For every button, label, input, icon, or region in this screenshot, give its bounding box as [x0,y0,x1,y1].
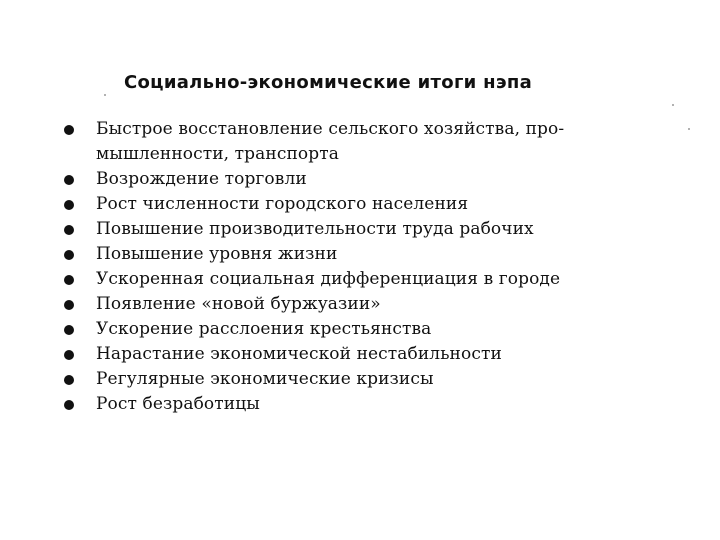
list-item-text: Рост численности городского населения [96,194,469,214]
bullet-icon [64,175,74,185]
list-item [62,242,692,267]
bullet-icon [64,225,74,235]
bullet-icon [64,200,74,210]
bullet-icon [64,350,74,360]
list-item-text: Повышение уровня жизни [96,244,338,264]
list-item-text: Регулярные экономические кризисы [96,369,434,389]
list-item-text: Ускорение расслоения крестьянства [96,319,432,339]
scan-speck [104,94,106,96]
list-item [62,117,692,167]
list-item-text: Появление «новой буржуазии» [96,294,381,314]
list-item [62,367,692,392]
bullet-icon [64,250,74,260]
list-item [62,317,692,342]
results-list [62,117,692,417]
list-item [62,217,692,242]
bullet-icon [64,400,74,410]
list-item [62,167,692,192]
list-item-text: Ускоренная социальная дифференциация в городе [96,269,561,289]
list-item [62,342,692,367]
list-item [62,192,692,217]
list-item [62,267,692,292]
bullet-icon [64,325,74,335]
scan-speck [688,128,690,130]
list-item-text: Повышение производительности труда рабочих [96,219,534,239]
bullet-icon [64,125,74,135]
bullet-icon [64,275,74,285]
page-title: Социально-экономические итоги нэпа [124,72,533,93]
list-item-text: Возрождение торговли [96,169,307,189]
list-item [62,292,692,317]
list-item-text: Рост безработицы [96,394,260,414]
bullet-icon [64,300,74,310]
bullet-icon [64,375,74,385]
scan-speck [672,104,674,106]
list-item-text: Нарастание экономической нестабильности [96,344,502,364]
list-item-text: Быстрое восстановление сельского хозяйства, про-мышленности, транспорта [96,119,565,164]
list-item [62,392,692,417]
